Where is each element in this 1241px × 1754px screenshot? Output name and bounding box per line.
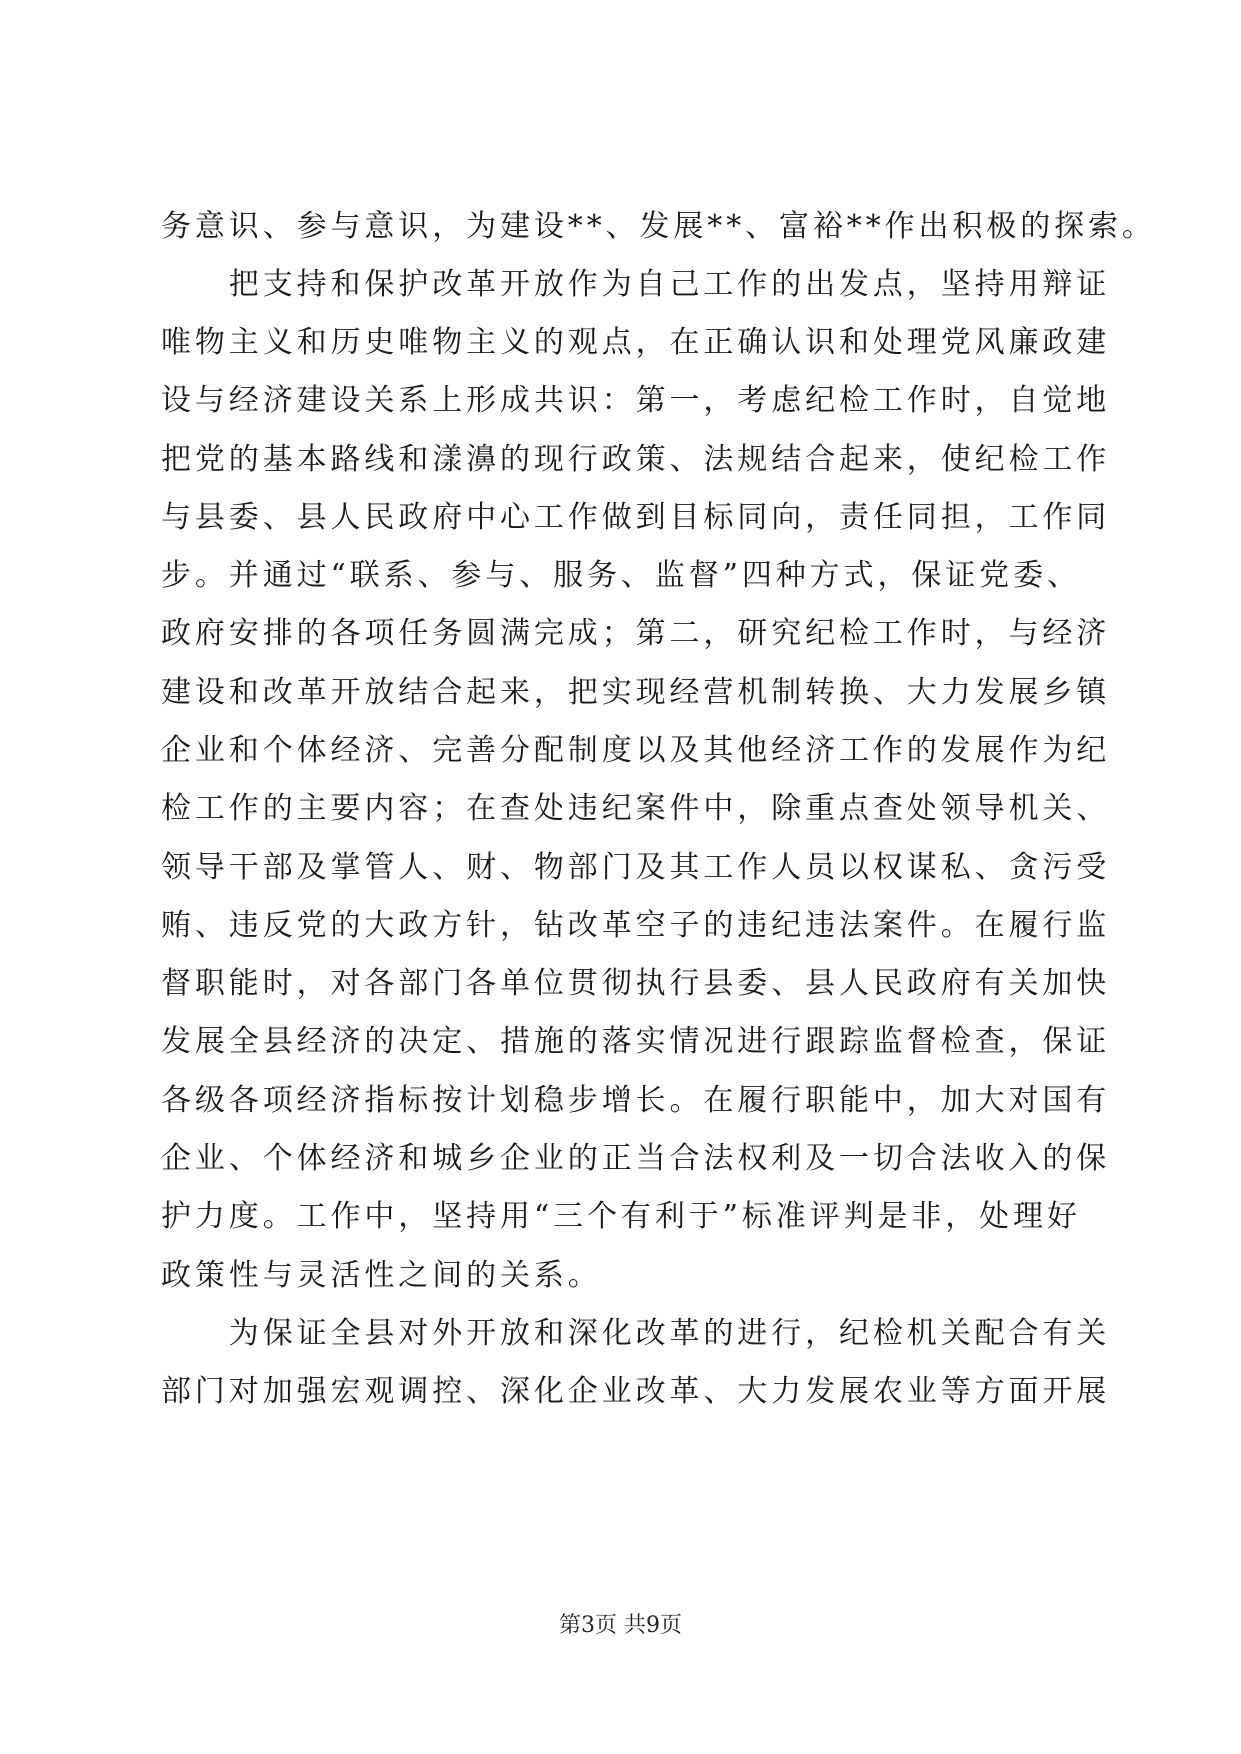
body-text-line-12: 领导干部及掌管人、财、物部门及其工作人员以权谋私、贪污受 <box>161 850 1111 885</box>
body-text-line-16: 各级各项经济指标按计划稳步增长。在履行职能中，加大对国有 <box>161 1083 1111 1118</box>
body-text-line-5: 把党的基本路线和漾濞的现行政策、法规结合起来，使纪检工作 <box>161 442 1111 477</box>
body-text-line-18: 护力度。工作中，坚持用“三个有利于”标准评判是非，处理好 <box>161 1199 1081 1234</box>
body-text-line-1: 务意识、参与意识，为建设**、发展**、富裕**作出积极的探索。 <box>161 209 1156 244</box>
body-text-line-17: 企业、个体经济和城乡企业的正当合法权利及一切合法收入的保 <box>161 1141 1111 1176</box>
body-text-line-7: 步。并通过“联系、参与、服务、监督”四种方式，保证党委、 <box>161 558 1081 593</box>
body-text-line-20: 为保证全县对外开放和深化改革的进行，纪检机关配合有关 <box>161 1316 1111 1351</box>
body-text-line-10: 企业和个体经济、完善分配制度以及其他经济工作的发展作为纪 <box>161 733 1111 768</box>
body-text-line-2: 把支持和保护改革开放作为自己工作的出发点，坚持用辩证 <box>161 267 1111 302</box>
body-text-line-6: 与县委、县人民政府中心工作做到目标同向，责任同担，工作同 <box>161 500 1111 535</box>
body-text-line-19: 政策性与灵活性之间的关系。 <box>161 1258 602 1293</box>
body-text-line-9: 建设和改革开放结合起来，把实现经营机制转换、大力发展乡镇 <box>161 675 1111 710</box>
body-text-line-4: 设与经济建设关系上形成共识：第一，考虑纪检工作时，自觉地 <box>161 383 1111 418</box>
body-text-line-15: 发展全县经济的决定、措施的落实情况进行跟踪监督检查，保证 <box>161 1024 1111 1059</box>
body-text-line-11: 检工作的主要内容；在查处违纪案件中，除重点查处领导机关、 <box>161 791 1111 826</box>
body-text-line-14: 督职能时，对各部门各单位贯彻执行县委、县人民政府有关加快 <box>161 966 1111 1001</box>
page-number-footer: 第3页 共9页 <box>559 1613 682 1638</box>
body-text-line-3: 唯物主义和历史唯物主义的观点，在正确认识和处理党风廉政建 <box>161 325 1111 360</box>
body-text-line-21: 部门对加强宏观调控、深化企业改革、大力发展农业等方面开展 <box>161 1374 1111 1409</box>
body-text-line-8: 政府安排的各项任务圆满完成；第二，研究纪检工作时，与经济 <box>161 616 1111 651</box>
body-text-line-13: 贿、违反党的大政方针，钻改革空子的违纪违法案件。在履行监 <box>161 908 1111 943</box>
